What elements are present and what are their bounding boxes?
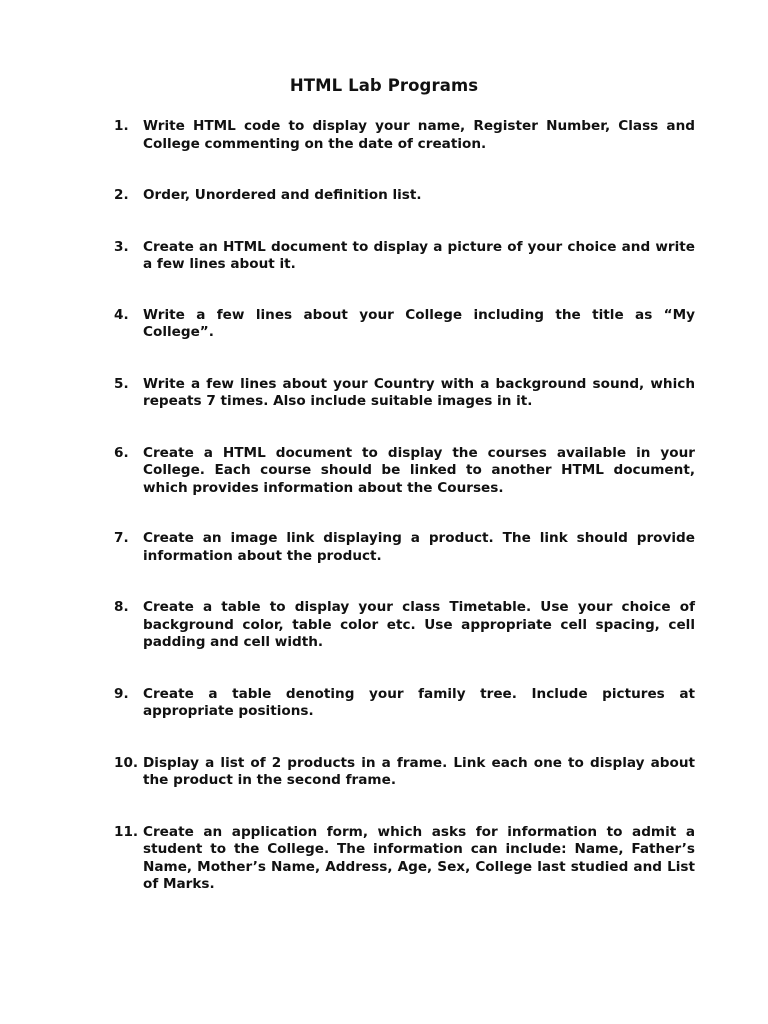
list-item xyxy=(114,599,695,652)
item-text: Create an HTML document to display a picture of your choice and write a few lines about it. xyxy=(143,238,695,272)
item-text: Create an image link displaying a product. The link should provide information about the product. xyxy=(143,530,695,564)
list-item xyxy=(114,376,695,411)
list-item xyxy=(114,307,695,342)
item-text: Create an application form, which asks for information to admit a student to the College. The information can include: Name, Father’s Name, Mother’s Name, Address, Age, Sex, College last studied and List of Marks. xyxy=(143,823,695,892)
item-number: 9. xyxy=(114,685,129,702)
item-number: 11. xyxy=(114,823,139,840)
item-text: Display a list of 2 products in a frame. Link each one to display about the product in the second frame. xyxy=(143,754,695,788)
item-text: Create a HTML document to display the courses available in your College. Each course should be linked to another HTML document, which provides information about the Courses. xyxy=(143,444,695,496)
list-item xyxy=(114,824,695,894)
list-item xyxy=(114,118,695,153)
list-item xyxy=(114,187,695,205)
item-text: Write HTML code to display your name, Register Number, Class and College commenting on the date of creation. xyxy=(143,118,695,152)
item-number: 1. xyxy=(114,118,129,134)
item-text: Write a few lines about your College including the title as “My College”. xyxy=(143,306,695,340)
item-number: 3. xyxy=(114,238,129,255)
item-number: 8. xyxy=(114,599,129,615)
item-number: 6. xyxy=(114,444,129,461)
list-item xyxy=(114,530,695,565)
list-item xyxy=(114,445,695,498)
item-text: Order, Unordered and definition list. xyxy=(143,187,422,203)
item-number: 2. xyxy=(114,187,129,203)
program-list xyxy=(114,118,695,894)
item-number: 10. xyxy=(114,754,139,771)
list-item xyxy=(114,755,695,790)
item-number: 7. xyxy=(114,530,129,546)
list-item xyxy=(114,239,695,274)
item-text: Create a table to display your class Timetable. Use your choice of background color, table color etc. Use appropriate cell spacing, cell padding and cell width. xyxy=(143,599,695,650)
item-number: 4. xyxy=(114,306,129,323)
item-number: 5. xyxy=(114,375,129,392)
item-text: Create a table denoting your family tree. Include pictures at appropriate positions. xyxy=(143,685,695,719)
list-item xyxy=(114,686,695,721)
page-title: HTML Lab Programs xyxy=(289,76,479,95)
item-text: Write a few lines about your Country with a background sound, which repeats 7 times. Also include suitable images in it. xyxy=(143,375,695,409)
